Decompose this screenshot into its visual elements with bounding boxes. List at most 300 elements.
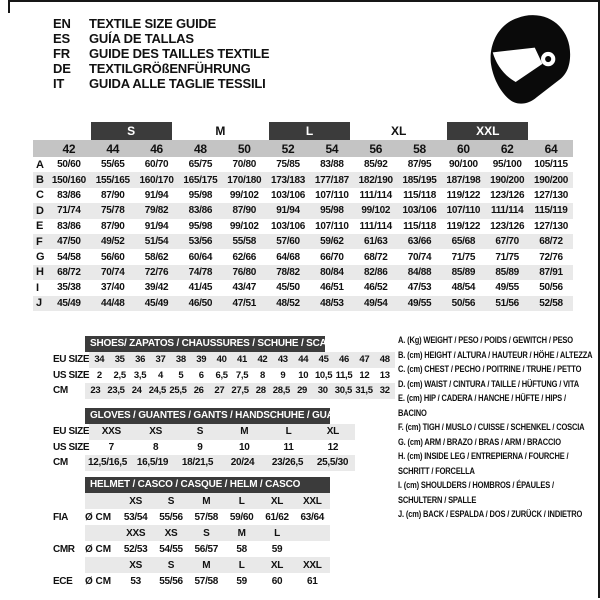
measurement-cell: 48/54 [451,282,476,294]
measurement-row [33,280,573,295]
measurement-cell: 56/60 [100,251,125,263]
size-group-xl: XL [391,124,407,138]
measurement-row-label: B [36,174,44,187]
helmet-value-row [53,573,330,589]
language-title: GUIDE DES TAILLES TEXTILE [89,46,270,61]
value-cell: 30 [317,385,328,397]
value-cell: 12 [359,369,370,381]
helmet-size-row [53,557,330,573]
size-label-cell: XS [164,527,178,539]
size-label-cell: M [202,495,211,507]
standard-label: ECE [53,575,73,587]
value-cell: 4 [157,369,163,381]
language-title: GUIDA ALLE TAGLIE TESSILI [89,76,266,91]
measurement-legend [398,334,596,523]
value-cell: 7 [108,441,114,453]
measurement-cell: 49/52 [100,236,125,248]
language-code: DE [53,61,71,76]
size-label-cell: XXL [303,495,322,507]
value-cell: 48 [379,354,390,366]
size-number: 50 [237,141,251,156]
legend-item: I. (cm) SHOULDERS / HOMBROS / ÉPAULES / SCHULTERN / SPALLE [398,480,554,506]
row-cells [85,509,330,525]
measurement-cell: 182/190 [358,174,393,186]
measurement-cell: 63/66 [407,236,432,248]
measurement-cell: 65/75 [188,159,213,171]
size-number: 60 [456,141,470,156]
measurement-cell: 49/54 [363,297,388,309]
value-cell: 23/26,5 [271,457,304,469]
value-cell: 53 [130,575,141,587]
value-cell: 52/53 [123,543,148,555]
value-cell: 54/55 [159,543,183,555]
value-cell: XS [149,426,162,438]
size-number: 64 [544,141,558,156]
measurement-cell: 50/56 [539,282,563,294]
value-cell: 58 [236,543,247,555]
size-number: 44 [106,141,120,156]
helmet-value-row [53,509,330,525]
measurement-row-label: I [36,281,40,294]
measurement-cell: 68/72 [57,266,81,278]
measurement-cell: 52/58 [539,297,563,309]
measurement-cell: 84/88 [407,266,432,278]
row-label: US SIZE [53,369,90,381]
measurement-cell: 48/52 [276,297,300,309]
value-cell: 59/60 [229,511,254,523]
table-row [53,368,395,384]
measurement-row [33,172,573,187]
value-cell: 27,5 [231,385,249,397]
measurement-cell: 99/102 [229,220,259,232]
helmet-size-row [53,493,330,509]
size-label-cell: XXS [126,527,146,539]
value-cell: 6 [198,369,204,381]
measurement-cell: 111/114 [359,220,392,232]
measurement-cell: 67/70 [495,236,519,248]
measurement-cell: 55/58 [232,236,256,248]
size-label-cell: M [237,527,246,539]
legend-item: C. (cm) CHEST / PECHO / POITRINE / TRUHE / PETTO [398,364,582,375]
measurement-cell: 49/55 [407,297,432,309]
measurement-cell: 80/84 [320,266,344,278]
unit-label: Ø CM [85,511,112,523]
value-cell: 30,5 [334,385,353,397]
language-title: TEXTILGRÖßENFÜHRUNG [89,61,251,76]
size-label-cell: XXL [303,559,322,571]
measurement-cell: 127/130 [533,189,569,201]
measurement-cell: 185/195 [402,174,437,186]
row-cells [85,557,330,573]
measurement-cell: 46/51 [320,282,344,294]
unit-label: Ø CM [85,543,112,555]
row-label: CM [53,385,68,397]
size-label-cell: L [238,559,245,571]
language-row [53,61,269,76]
measurement-cell: 90/100 [448,159,478,171]
value-cell: 46 [339,354,349,366]
measurement-cell: 35/38 [57,282,81,294]
value-cell: 60 [271,575,283,587]
language-row [53,76,269,91]
row-cells [85,383,395,399]
measurement-cell: 45/50 [276,282,300,294]
measurement-cell: 54/58 [57,251,81,263]
language-row [53,16,269,31]
legend-item: H. (cm) INSIDE LEG / ENTREPIERNA / FOURCHE / SCHRITT / FORCELLA [398,451,569,477]
value-cell: 10 [298,369,309,381]
size-label-cell: XS [129,495,143,507]
value-cell: 23,5 [107,385,125,397]
value-cell: 61/62 [265,511,289,523]
value-cell: 43 [277,354,288,366]
measurement-row [33,188,573,203]
measurement-cell: 123/126 [490,220,525,232]
measurement-cell: 75/78 [100,205,125,217]
size-group-row [33,122,573,140]
measurement-row-label: F [36,235,43,248]
measurement-cell: 83/86 [188,205,213,217]
value-cell: 44 [298,354,309,366]
language-code: EN [53,16,71,31]
measurement-cell: 43/47 [232,282,256,294]
measurement-cell: 105/115 [534,159,568,171]
measurement-row [33,249,573,264]
measurement-cell: 85/89 [451,266,476,278]
group-end-spacer [532,122,573,140]
language-row [53,31,269,46]
value-cell: 47 [359,354,370,366]
language-title: TEXTILE SIZE GUIDE [89,16,217,31]
measurement-cell: 50/60 [57,159,81,171]
value-cell: 10,5 [314,369,333,381]
value-cell: 25,5/30 [316,457,349,469]
value-cell: 8 [259,369,265,381]
table-row [53,352,395,368]
size-label-cell: S [203,527,210,539]
value-cell: 35 [114,354,125,366]
measurement-cell: 58/62 [144,251,169,263]
value-cell: 34 [94,354,105,366]
racing-helmet-icon [487,12,573,108]
size-number: 56 [369,141,383,156]
measurement-cell: 48/53 [320,297,344,309]
measurement-cell: 68/72 [363,251,388,263]
helmet-size-row [53,525,330,541]
value-cell: 10 [238,441,250,453]
measurement-cell: 95/100 [492,159,522,171]
language-code: ES [53,31,70,46]
measurement-cell: 111/114 [359,189,392,201]
measurement-cell: 51/54 [144,236,169,248]
measurement-cell: 91/94 [144,189,169,201]
row-cells [85,525,330,541]
measurement-row-label: H [36,266,44,279]
measurement-cell: 115/118 [403,189,437,201]
value-cell: 25,5 [169,385,187,397]
measurement-cell: 119/122 [446,220,481,232]
row-label: CM [53,457,68,469]
value-cell: 11 [283,441,294,453]
shoes-table-title: SHOES/ ZAPATOS / CHAUSSURES / SCHUHE / SCARPE [85,336,325,352]
measurement-cell: 62/66 [232,251,256,263]
value-cell: 5 [178,369,184,381]
measurement-cell: 45/49 [57,297,81,309]
language-code: FR [53,46,70,61]
corner-border-stub [8,0,10,13]
value-cell: 61 [307,575,318,587]
measurement-cell: 70/74 [100,266,125,278]
value-cell: 16,5/19 [136,457,169,469]
measurement-cell: 49/55 [495,282,519,294]
value-cell: 36 [135,354,146,366]
measurement-cell: 45/49 [144,297,169,309]
value-cell: 11,5 [335,369,353,381]
measurement-row-label: J [36,297,43,310]
measurement-cell: 155/165 [95,174,130,186]
size-label-cell: L [238,495,245,507]
measurement-cell: 115/118 [403,220,437,232]
value-cell: 29 [297,385,308,397]
value-cell: 6,5 [215,369,228,381]
size-group-s: S [87,122,176,140]
language-list [53,16,269,91]
measurement-cell: 95/98 [188,220,213,232]
measurement-cell: 47/51 [232,297,256,309]
size-number: 62 [500,141,514,156]
measurement-row [33,203,573,218]
value-cell: 12 [327,441,339,453]
language-code: IT [53,76,65,91]
group-spacer [33,122,87,140]
measurement-cell: 60/70 [144,159,169,171]
measurement-cell: 71/74 [57,205,81,217]
measurement-cell: 72/76 [539,251,563,263]
measurement-cell: 47/50 [57,236,81,248]
measurement-cell: 85/89 [495,266,519,278]
value-cell: 57/58 [194,575,219,587]
size-label-cell: XL [270,559,284,571]
measurement-row [33,296,573,311]
measurement-cell: 46/52 [363,282,388,294]
measurement-row-label: C [36,189,44,202]
language-row [53,46,269,61]
size-group-l: L [265,122,354,140]
measurement-cell: 177/187 [314,174,349,186]
size-label-cell: M [202,559,211,571]
measurement-cell: 99/102 [361,205,391,217]
measurement-row-label: A [36,158,44,171]
unit-label: Ø CM [85,575,112,587]
measurement-cell: 65/68 [451,236,476,248]
value-cell: 32 [379,385,390,397]
value-cell: S [196,426,204,438]
helmet-table [53,477,330,589]
size-label-cell: XL [270,495,284,507]
measurement-row [33,265,573,280]
value-cell: 59 [236,575,247,587]
measurement-cell: 82/86 [363,266,388,278]
measurement-cell: 59/62 [320,236,344,248]
measurement-cell: 39/42 [144,282,169,294]
measurement-cell: 115/119 [534,205,568,217]
value-cell: XL [326,426,339,438]
row-label: EU SIZE [53,354,90,366]
measurement-cell: 111/114 [490,205,524,217]
standard-label: CMR [53,543,75,555]
row-cells [85,493,330,509]
value-cell: XXS [101,426,121,438]
size-group-xxl: XXL [443,122,532,140]
measurement-cell: 107/110 [315,220,349,232]
gloves-table [53,408,355,471]
measurement-cell: 87/95 [407,159,432,171]
measurement-row [33,234,573,249]
helmet-value-row [53,541,330,557]
measurement-cell: 87/90 [100,220,125,232]
measurement-cell: 37/40 [100,282,125,294]
standard-label: FIA [53,511,68,523]
value-cell: 12,5/16,5 [87,457,127,469]
measurement-row-label: E [36,220,44,233]
legend-item: G. (cm) ARM / BRAZO / BRAS / ARM / BRACCIO [398,436,561,448]
size-number: 46 [150,141,163,156]
measurement-cell: 103/106 [402,205,437,217]
measurement-cell: 190/200 [490,174,525,186]
value-cell: 40 [216,354,227,366]
measurement-cell: 41/45 [188,282,213,294]
measurement-cell: 83/88 [320,159,344,171]
measurement-cell: 78/82 [276,266,300,278]
measurement-row-label: G [36,251,45,264]
measurement-cell: 85/92 [363,159,388,171]
size-number: 58 [413,141,426,156]
measurement-cell: 68/72 [539,236,563,248]
measurement-cell: 119/122 [446,189,481,201]
measurement-cell: 150/160 [51,174,86,186]
measurement-cell: 74/78 [188,266,213,278]
table-row [53,440,355,456]
measurement-row-label: D [36,204,44,217]
value-cell: 39 [196,354,207,366]
measurement-cell: 173/183 [271,174,306,186]
measurement-cell: 51/56 [495,297,519,309]
size-number: 48 [194,141,207,156]
value-cell: 42 [257,354,268,366]
measurement-cell: 107/110 [315,189,349,201]
measurement-cell: 187/198 [446,174,481,186]
legend-item: D. (cm) WAIST / CINTURA / TAILLE / HÜFTUNG / VITA [398,378,579,390]
size-number: 42 [62,141,76,156]
measurement-cell: 61/63 [363,236,388,248]
size-number-row [33,140,573,157]
size-group-m: M [215,124,226,138]
measurement-cell: 83/86 [57,220,81,232]
row-cells [89,424,355,440]
value-cell: 57/58 [194,511,219,523]
measurement-cell: 87/90 [232,205,256,217]
value-cell: M [240,426,249,438]
value-cell: 7,5 [235,369,249,381]
gloves-table-title: GLOVES / GUANTES / GANTS / HANDSCHUHE / GUANTI [85,408,330,424]
measurement-cell: 71/75 [495,251,519,263]
measurement-cell: 87/90 [100,189,125,201]
value-cell: 26 [193,385,204,397]
value-cell: 13 [379,369,390,381]
helmet-table-title: HELMET / CASCO / CASQUE / HELM / CASCO [85,477,330,493]
value-cell: 9 [197,441,203,453]
measurement-cell: 103/106 [271,189,306,201]
value-cell: 9 [280,369,286,381]
measurement-cell: 103/106 [271,220,306,232]
row-cells [89,352,395,368]
measurement-cell: 123/126 [490,189,525,201]
shoes-table [53,336,395,399]
value-cell: 63/64 [300,511,325,523]
measurement-row [33,219,573,234]
legend-item: J. (cm) BACK / ESPALDA / DOS / ZURÜCK / INDIETRO [398,509,583,520]
measurement-cell: 44/48 [100,297,125,309]
value-cell: 3,5 [133,369,147,381]
measurement-cell: 170/180 [227,174,262,186]
size-number: 52 [281,141,295,156]
top-border-line [8,0,600,2]
row-cells [85,455,355,471]
value-cell: 20/24 [230,457,255,469]
size-label-cell: S [167,559,175,571]
value-cell: 55/56 [159,511,183,523]
size-label-cell: XS [129,559,143,571]
row-cells [89,440,355,456]
measurement-cell: 66/70 [320,251,344,263]
value-cell: 2 [96,369,102,381]
measurement-cell: 75/85 [276,159,300,171]
value-cell: 18/21,5 [181,457,214,469]
measurement-cell: 57/60 [276,236,300,248]
value-cell: L [285,426,292,438]
value-cell: 56/57 [194,543,219,555]
measurement-cell: 83/86 [57,189,81,201]
legend-item: B. (cm) HEIGHT / ALTURA / HAUTEUR / HÖHE / ALTEZZA [398,349,593,361]
value-cell: 41 [237,354,248,366]
value-cell: 23 [90,385,101,397]
value-cell: 37 [155,354,166,366]
measurement-cell: 165/175 [183,174,218,186]
measurement-cell: 72/76 [144,266,169,278]
measurement-cell: 79/82 [144,205,169,217]
value-cell: 24 [131,385,142,397]
value-cell: 55/56 [159,575,183,587]
measurement-cell: 127/130 [533,220,569,232]
size-label-cell: S [167,495,175,507]
row-cells [85,573,330,589]
value-cell: 27 [214,385,225,397]
measurement-cell: 76/80 [232,266,256,278]
value-cell: 38 [175,354,186,366]
measurement-cell: 55/65 [100,159,125,171]
language-title: GUÍA DE TALLAS [89,31,194,46]
row-label: EU SIZE [53,426,90,438]
main-size-table [33,122,573,311]
measurement-cell: 71/75 [451,251,476,263]
measurement-cell: 91/94 [144,220,169,232]
value-cell: 31,5 [355,385,373,397]
measurement-cell: 50/56 [451,297,476,309]
row-cells [85,541,330,557]
value-cell: 59 [271,543,283,555]
measurement-cell: 95/98 [320,205,344,217]
size-label-cell: L [274,527,280,539]
